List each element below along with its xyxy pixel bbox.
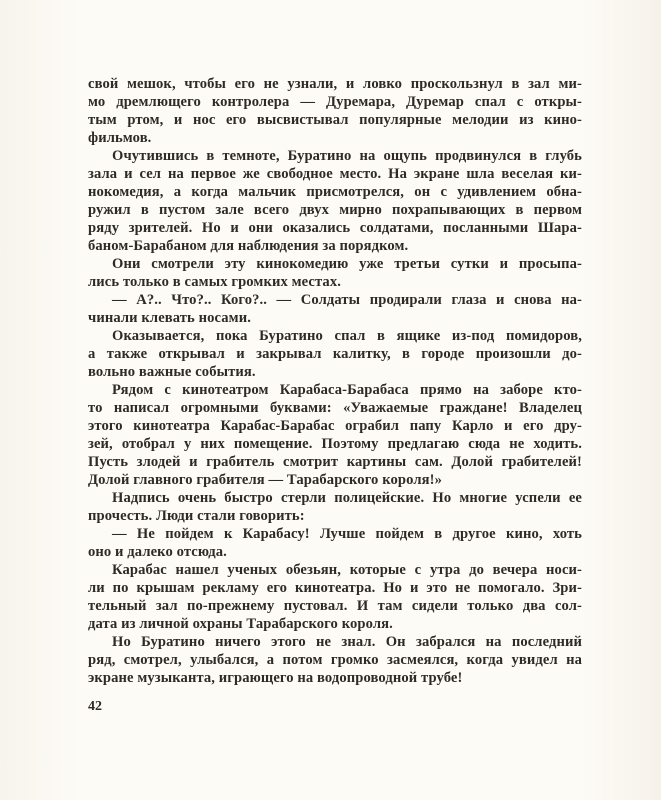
text-line: Долой главного грабителя — Тарабарского короля!» bbox=[88, 472, 442, 488]
text-line: вольно важные события. bbox=[88, 364, 256, 380]
text-line: лись только в самых громких местах. bbox=[88, 274, 341, 290]
text-line: Оказывается, пока Буратино спал в ящике из-под помидоров, bbox=[112, 328, 582, 344]
text-line: тельный зал по-прежнему пустовал. И там сидели только два сол- bbox=[88, 598, 582, 614]
text-line: Надпись очень быстро стерли полицейские. Но многие успели ее bbox=[112, 490, 582, 506]
text-line: ряд, смотрел, улыбался, а потом громко засмеялся, когда увидел на bbox=[88, 652, 582, 668]
text-line: мо дремлющего контролера — Дуремара, Дуремар спал с откры- bbox=[88, 94, 582, 110]
text-line: Они смотрели эту кинокомедию уже третьи сутки и просыпа- bbox=[112, 256, 582, 272]
text-line: зала и сел на первое же свободное место. На экране шла веселая ки- bbox=[88, 166, 582, 182]
text-line: — Не пойдем к Карабасу! Лучше пойдем в другое кино, хоть bbox=[112, 526, 582, 542]
paragraph bbox=[88, 561, 582, 633]
paragraph bbox=[88, 255, 582, 291]
page-number: 42 bbox=[88, 699, 102, 714]
text-line: — А?.. Что?.. Кого?.. — Солдаты продирали глаза и снова на- bbox=[112, 292, 582, 308]
text-line: Но Буратино ничего этого не знал. Он забрался на последний bbox=[112, 634, 582, 650]
text-line: Очутившись в темноте, Буратино на ощупь продвинулся в глубь bbox=[112, 148, 582, 164]
paragraph bbox=[88, 525, 582, 561]
paragraph bbox=[88, 489, 582, 525]
text-line: свой мешок, чтобы его не узнали, и ловко проскользнул в зал ми- bbox=[88, 76, 582, 92]
paragraph bbox=[88, 75, 582, 147]
text-line: оно и далеко отсюда. bbox=[88, 544, 227, 560]
text-line: фильмов. bbox=[88, 130, 152, 146]
paragraph bbox=[88, 327, 582, 381]
text-line: ряду зрителей. Но и они оказались солдатами, посланными Шара- bbox=[88, 220, 582, 236]
text-line: чинали клевать носами. bbox=[88, 310, 251, 326]
text-line: а также открывал и закрывал калитку, в городе произошли до- bbox=[88, 346, 582, 362]
body-text bbox=[88, 75, 582, 687]
text-line: дата из личной охраны Тарабарского короля. bbox=[88, 616, 393, 632]
paragraph bbox=[88, 633, 582, 687]
paragraph bbox=[88, 147, 582, 255]
text-line: ли по крышам рекламу его кинотеатра. Но и это не помогало. Зри- bbox=[88, 580, 582, 596]
text-line: зей, отобрал у них помещение. Поэтому предлагаю сюда не ходить. bbox=[88, 436, 582, 452]
text-line: Рядом с кинотеатром Карабаса-Барабаса прямо на заборе кто- bbox=[112, 382, 582, 398]
text-line: прочесть. Люди стали говорить: bbox=[88, 508, 305, 524]
text-line: Пусть злодей и грабитель смотрит картины сам. Долой грабителей! bbox=[88, 454, 582, 470]
text-line: нокомедия, а когда мальчик присмотрелся, он с удивлением обна- bbox=[88, 184, 582, 200]
paragraph bbox=[88, 291, 582, 327]
text-line: ружил в пустом зале всего двух мирно похрапывающих в первом bbox=[88, 202, 582, 218]
text-line: тым ртом, и нос его высвистывал популярные мелодии из кино- bbox=[88, 112, 582, 128]
paragraph bbox=[88, 381, 582, 489]
text-line: этого кинотеатра Карабас-Барабас ограбил папу Карло и его дру- bbox=[88, 418, 582, 434]
text-line: Карабас нашел ученых обезьян, которые с утра до вечера носи- bbox=[112, 562, 582, 578]
text-line: экране музыканта, играющего на водопроводной трубе! bbox=[88, 670, 463, 686]
text-line: баном-Барабаном для наблюдения за порядком. bbox=[88, 238, 409, 254]
text-line: то написал огромными буквами: «Уважаемые граждане! Владелец bbox=[88, 400, 582, 416]
